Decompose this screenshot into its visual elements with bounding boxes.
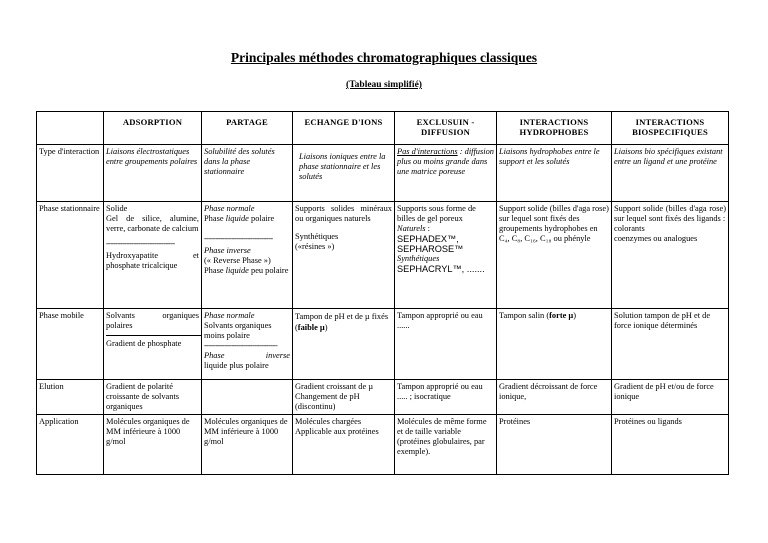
- cell-app-exclusion: Molécules de même forme et de taille variable (protéines globulaires, par exemple).: [395, 415, 497, 475]
- page-title: Principales méthodes chromatographiques classiques: [230, 50, 538, 65]
- text-phase-liquide-polaire: [204, 214, 290, 224]
- text-phase-inverse: Phase inverse: [204, 246, 251, 255]
- cell-stat-echange: [293, 202, 395, 309]
- text-liquide-plus-polaire: liquide plus polaire: [204, 361, 269, 370]
- text-supports-solides: Supports solides minéraux ou organiques naturels: [295, 204, 392, 223]
- cell-mob-partage: [202, 309, 293, 380]
- header-corner: [37, 112, 104, 145]
- col-header-adsorption: ADSORPTION: [104, 112, 202, 145]
- cell-app-echange: Molécules chargées Applicable aux protéines: [293, 415, 395, 475]
- page-subtitle: (Tableau simplifié): [346, 80, 422, 90]
- cell-elution-exclusion: Tampon approprié ou eau ..... ; isocratique: [395, 380, 497, 415]
- cell-elution-adsorption: Gradient de polarité croissante de solvants organiques: [104, 380, 202, 415]
- cell-elution-biospecifiques: Gradient de pH et/ou de force ionique: [612, 380, 729, 415]
- text-reverse-phase: (« Reverse Phase »): [204, 256, 271, 265]
- row-label-phase-mob: Phase mobile: [37, 309, 104, 380]
- row-label-phase-stat: Phase stationnaire: [37, 202, 104, 309]
- text-phase-normale: Phase normale: [204, 204, 255, 213]
- text-peu-polaire: peu polaire: [248, 266, 289, 275]
- text-colorants: colorants: [614, 224, 645, 233]
- text-faible-mu: faible µ: [297, 323, 325, 332]
- text-forte-mu: forte µ: [549, 311, 574, 320]
- cell-mob-exclusion: Tampon approprié ou eau ......: [395, 309, 497, 380]
- cell-type-hydrophobes: Liaisons hydrophobes entre le support et les solutés: [497, 145, 612, 202]
- text-phase: Phase: [204, 214, 226, 223]
- text-naturels-label: Naturels: [397, 224, 426, 233]
- cell-mob-adsorption: [104, 309, 202, 380]
- text-solide: Solide: [106, 204, 128, 213]
- text-phase-liquide-peu-polaire: [204, 266, 290, 276]
- text-resines: («résines »): [295, 242, 335, 251]
- cell-mob-echange: [293, 309, 395, 380]
- text-solvants-moins-polaire: Solvants organiques moins polaire: [204, 321, 272, 340]
- text-paren: ): [324, 323, 328, 332]
- text-pas-interactions: Pas d'interactions: [397, 147, 458, 156]
- cell-elution-hydrophobes: Gradient décroissant de force ionique,: [497, 380, 612, 415]
- cell-stat-biospecifiques: [612, 202, 729, 309]
- row-label-application: Application: [37, 415, 104, 475]
- text-naturels: [397, 224, 494, 234]
- col-header-exclusion: EXCLUSUIN - DIFFUSION: [395, 112, 497, 145]
- col-header-partage: PARTAGE: [202, 112, 293, 145]
- col-header-echange: ECHANGE D'IONS: [293, 112, 395, 145]
- cell-stat-exclusion: [395, 202, 497, 309]
- text-colon: :: [425, 224, 430, 233]
- row-elution: [37, 380, 729, 415]
- text-gel-silice: Gel de silice, alumine, verre, carbonate de calcium: [106, 214, 199, 233]
- text-liquide: liquide: [225, 266, 249, 275]
- text-synthetiques: Synthétiques: [397, 254, 440, 263]
- cell-stat-adsorption: [104, 202, 202, 309]
- cell-type-biospecifiques: Liaisons bio spécifiques existant entre un ligand et une protéine: [612, 145, 729, 202]
- text-diffusion: : diffusion plus ou moins grande dans une matrice poreuse: [397, 147, 494, 176]
- text-solvants-polaires: Solvants organiques polaires: [106, 311, 199, 330]
- separator-dashes: ------------------------------: [204, 234, 273, 243]
- text-tampon-salin: Tampon salin (: [499, 311, 550, 320]
- col-header-biospecifiques: INTERACTIONS BIOSPECIFIQUES: [612, 112, 729, 145]
- row-phase-mobile: [37, 309, 729, 380]
- cell-app-partage: Molécules organiques de MM inférieure à 1000 g/mol: [202, 415, 293, 475]
- row-label-elution: Elution: [37, 380, 104, 415]
- cell-type-exclusion: [395, 145, 497, 202]
- separator-dashes: --------------------------------: [204, 341, 278, 350]
- text-hydroxyapatite: Hydroxyapatite et phosphate tricalcique: [106, 251, 199, 270]
- text-support-ligands: Support solide (billes d'aga rose) sur lequel sont fixés des ligands :: [614, 204, 726, 223]
- text-sephadex: SEPHADEX™,: [397, 234, 459, 244]
- text-polaire: polaire: [248, 214, 275, 223]
- cell-app-adsorption: Molécules organiques de MM inférieure à 1000 g/mol: [104, 415, 202, 475]
- cell-app-hydrophobes: Protéines: [497, 415, 612, 475]
- text-billes-gel: Supports sous forme de billes de gel poreux: [397, 204, 476, 223]
- cell-elution-partage: [202, 380, 293, 415]
- cell-mob-biospecifiques: Solution tampon de pH et de force ionique déterminés: [612, 309, 729, 380]
- row-type-interaction: [37, 145, 729, 202]
- row-application: [37, 415, 729, 475]
- header-row: [37, 112, 729, 145]
- text-liquide: liquide: [225, 214, 249, 223]
- chromatography-table: [36, 111, 729, 475]
- cell-app-biospecifiques: Protéines ou ligands: [612, 415, 729, 475]
- row-phase-stationnaire: [37, 202, 729, 309]
- cell-stat-partage: [202, 202, 293, 309]
- cell-type-partage: Solubilité des solutés dans la phase stationnaire: [202, 145, 293, 202]
- text-phase-normale: Phase normale: [204, 311, 255, 320]
- row-label-type: Type d'interaction: [37, 145, 104, 202]
- separator-line: [106, 335, 201, 336]
- cell-mob-hydrophobes: [497, 309, 612, 380]
- cell-stat-hydrophobes: Support solide (billes d'aga rose) sur lequel sont fixés des groupements hydrophobes en C₄, C₈, C₁₆, C₁₈ ou phényle: [497, 202, 612, 309]
- text-tampon-ph: Tampon de pH et de µ fixés (: [295, 312, 389, 332]
- cell-elution-echange: Gradient croissant de µ Changement de pH (discontinu): [293, 380, 395, 415]
- text-gradient-phosphate: Gradient de phosphate: [106, 339, 182, 348]
- separator-dashes: ------------------------------: [106, 239, 175, 248]
- text-coenzymes: coenzymes ou analogues: [614, 234, 698, 243]
- col-header-hydrophobes: INTERACTIONS HYDROPHOBES: [497, 112, 612, 145]
- text-paren: ): [573, 311, 577, 320]
- text-phase-inverse: Phase inverse: [204, 351, 290, 360]
- cell-type-echange: Liaisons ioniques entre la phase stationnaire et les solutés: [293, 145, 395, 202]
- cell-type-adsorption: Liaisons électrostatiques entre groupements polaires: [104, 145, 202, 202]
- text-phase: Phase: [204, 266, 226, 275]
- text-sephacryl: SEPHACRYL™, .......: [397, 264, 485, 274]
- text-sepharose: SEPHAROSE™: [397, 244, 464, 254]
- text-synthetiques: Synthétiques: [295, 232, 339, 241]
